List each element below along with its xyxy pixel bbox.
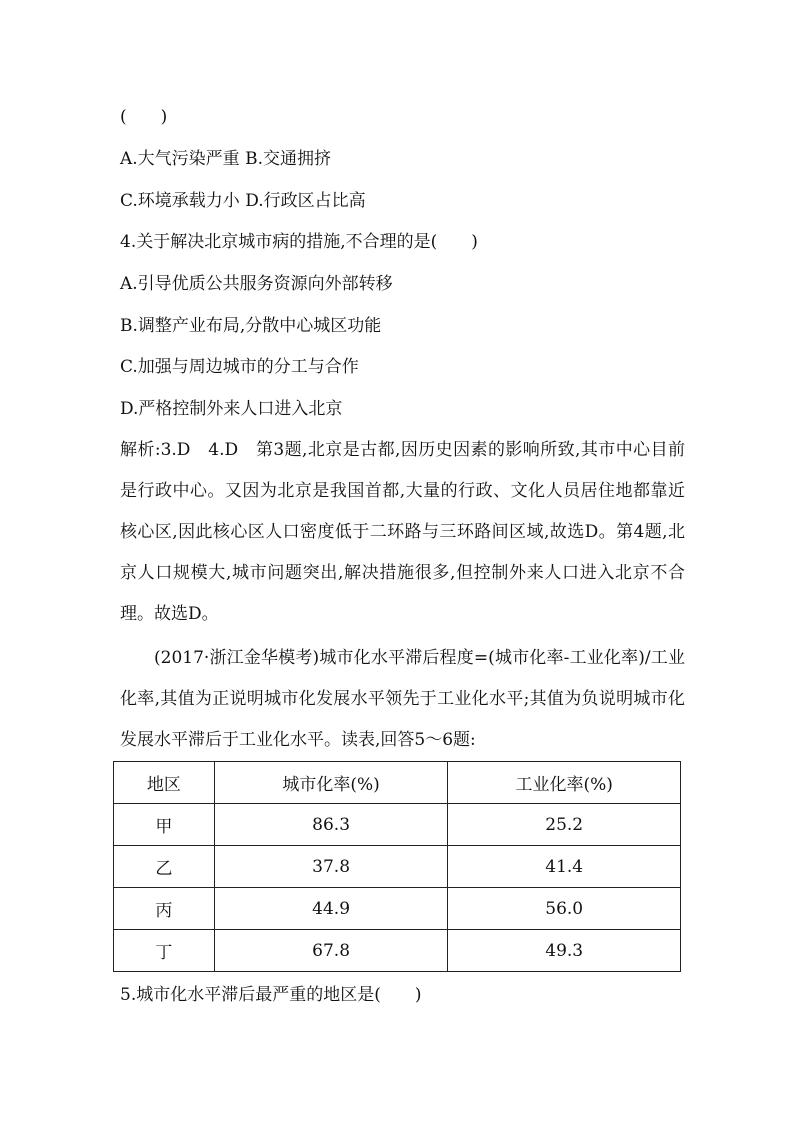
table-row [114, 804, 681, 846]
region-cell: 乙 [114, 846, 215, 888]
header-urbanization-rate: 城市化率(%) [214, 762, 448, 804]
table-header-row [114, 762, 681, 804]
industrialization-cell: 56.0 [448, 888, 681, 930]
table-row [114, 930, 681, 972]
industrialization-cell: 25.2 [448, 804, 681, 846]
region-cell: 丁 [114, 930, 215, 972]
region-cell: 甲 [114, 804, 215, 846]
urbanization-cell: 86.3 [214, 804, 448, 846]
intro-paragraph: (2017·浙江金华模考)城市化水平滞后程度=(城市化率-工业化率)/工业化率,其值为正说明城市化发展水平领先于工业化水平;其值为负说明城市化发展水平滞后于工业化水平。读表,回答5～6题: [120, 648, 685, 750]
q3-options-cd: C.环境承载力小 D.行政区占比高 [120, 191, 366, 211]
urbanization-cell: 37.8 [214, 846, 448, 888]
header-industrialization-rate: 工业化率(%) [448, 762, 681, 804]
urbanization-table [113, 761, 681, 972]
q5-stem: 5.城市化水平滞后最严重的地区是( ) [120, 985, 422, 1005]
table-row [114, 888, 681, 930]
urbanization-cell: 44.9 [214, 888, 448, 930]
urbanization-cell: 67.8 [214, 930, 448, 972]
q4-stem: 4.关于解决北京城市病的措施,不合理的是( ) [120, 232, 478, 252]
industrialization-cell: 41.4 [448, 846, 681, 888]
header-region: 地区 [114, 762, 215, 804]
q3-options-ab: A.大气污染严重 B.交通拥挤 [120, 149, 331, 169]
q4-option-a: A.引导优质公共服务资源向外部转移 [120, 274, 393, 294]
q4-option-d: D.严格控制外来人口进入北京 [120, 399, 343, 419]
table-row [114, 846, 681, 888]
analysis-paragraph: 解析:3.D 4.D 第3题,北京是古都,因历史因素的影响所致,其市中心目前是行政中心。又因为北京是我国首都,大量的行政、文化人员居住地都靠近核心区,因此核心区人口密度低于二环路与三环路间区域,故选D。第4题,北京人口规模大,城市问题突出,解决措施很多,但控制外来人口进入北京不合理。故选D。 [120, 440, 685, 624]
region-cell: 丙 [114, 888, 215, 930]
q4-option-c: C.加强与周边城市的分工与合作 [120, 357, 359, 377]
q3-stem-tail: ( ) [120, 107, 168, 127]
q4-option-b: B.调整产业布局,分散中心城区功能 [120, 316, 382, 336]
industrialization-cell: 49.3 [448, 930, 681, 972]
